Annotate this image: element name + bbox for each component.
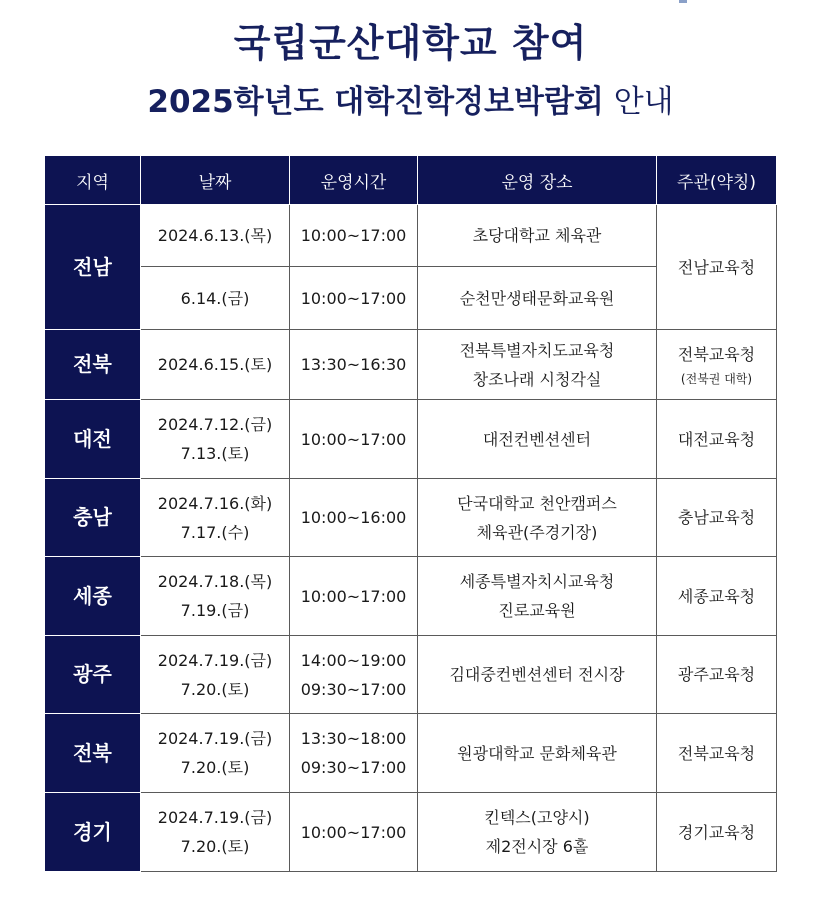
region-cell: 경기 [45, 793, 141, 872]
date-cell: 2024.6.15.(토) [141, 330, 290, 400]
venue-line: 킨텍스(고양시) [484, 808, 590, 827]
date-line: 2024.7.19.(금) [157, 650, 273, 670]
date-cell [141, 479, 290, 557]
date-line: 2024.7.12.(금) [157, 415, 273, 434]
venue-cell [418, 793, 657, 872]
venue-cell [418, 479, 657, 557]
venue-line: 세종특별자치시교육청 [459, 572, 615, 591]
date-line: 7.13.(토) [180, 444, 250, 463]
date-line: 2024.7.19.(금) [157, 808, 273, 827]
region-cell: 충남 [45, 479, 141, 557]
time-cell: 10:00~17:00 [290, 267, 418, 330]
host-cell [657, 330, 777, 400]
venue-cell: 초당대학교 체육관 [418, 205, 657, 267]
date-cell [141, 400, 290, 479]
date-line: 2024.7.16.(화) [157, 493, 273, 513]
host-name: 전북교육청 [677, 345, 756, 364]
time-cell: 13:30~16:30 [290, 330, 418, 400]
host-cell: 세종교육청 [657, 557, 777, 636]
time-line: 09:30~17:00 [300, 679, 407, 699]
table-header-row [45, 156, 777, 205]
host-cell: 대전교육청 [657, 400, 777, 479]
host-cell: 광주교육청 [657, 636, 777, 714]
venue-cell: 김대중컨벤션센터 전시장 [418, 636, 657, 714]
table-row [45, 330, 777, 400]
region-cell: 대전 [45, 400, 141, 479]
date-line: 7.20.(토) [180, 679, 250, 699]
venue-line: 단국대학교 천안캠퍼스 [457, 493, 617, 513]
date-line: 7.17.(수) [180, 522, 250, 542]
venue-cell [418, 330, 657, 400]
venue-cell: 원광대학교 문화체육관 [418, 714, 657, 793]
date-cell [141, 636, 290, 714]
date-line: 7.19.(금) [180, 601, 250, 620]
time-cell: 10:00~17:00 [290, 557, 418, 636]
time-cell: 10:00~17:00 [290, 793, 418, 872]
host-cell: 충남교육청 [657, 479, 777, 557]
time-line: 14:00~19:00 [300, 650, 407, 670]
page-subtitle [0, 76, 821, 121]
date-line: 2024.7.19.(금) [157, 729, 273, 748]
date-cell: 2024.6.13.(목) [141, 205, 290, 267]
header-region: 지역 [45, 156, 141, 205]
table-row [45, 205, 777, 267]
subtitle-suffix: 안내 [603, 84, 674, 120]
time-cell: 10:00~16:00 [290, 479, 418, 557]
date-cell: 6.14.(금) [141, 267, 290, 330]
region-cell: 전북 [45, 714, 141, 793]
region-cell: 세종 [45, 557, 141, 636]
table-row [45, 400, 777, 479]
date-cell [141, 714, 290, 793]
host-cell: 전남교육청 [657, 205, 777, 330]
venue-line: 체육관(주경기장) [476, 522, 598, 542]
time-line: 09:30~17:00 [300, 758, 407, 777]
venue-cell: 대전컨벤션센터 [418, 400, 657, 479]
host-cell: 전북교육청 [657, 714, 777, 793]
time-cell [290, 636, 418, 714]
venue-line: 진로교육원 [498, 601, 576, 620]
header-venue: 운영 장소 [418, 156, 657, 205]
date-cell [141, 557, 290, 636]
time-line: 13:30~18:00 [300, 729, 407, 748]
venue-cell: 순천만생태문화교육원 [418, 267, 657, 330]
venue-line: 창조나래 시청각실 [472, 369, 602, 389]
time-cell: 10:00~17:00 [290, 400, 418, 479]
subtitle-bold: 2025학년도 대학진학정보박람회 [147, 84, 604, 120]
table-row [45, 793, 777, 872]
region-cell: 전남 [45, 205, 141, 330]
host-note: (전북권 대학) [680, 372, 753, 386]
venue-line: 제2전시장 6홀 [485, 837, 589, 856]
date-line: 7.20.(토) [180, 758, 250, 777]
date-cell [141, 793, 290, 872]
time-cell [290, 714, 418, 793]
date-line: 2024.7.18.(목) [157, 572, 273, 591]
corner-mark [679, 0, 687, 3]
header-host: 주관(약칭) [657, 156, 777, 205]
header-date: 날짜 [141, 156, 290, 205]
table-row [45, 714, 777, 793]
page-title: 국립군산대학교 참여 [233, 21, 588, 65]
table-row [45, 636, 777, 714]
host-cell: 경기교육청 [657, 793, 777, 872]
table-row [45, 557, 777, 636]
time-cell: 10:00~17:00 [290, 205, 418, 267]
header-time: 운영시간 [290, 156, 418, 205]
region-cell: 전북 [45, 330, 141, 400]
table-row [45, 479, 777, 557]
venue-cell [418, 557, 657, 636]
region-cell: 광주 [45, 636, 141, 714]
date-line: 7.20.(토) [180, 837, 250, 856]
venue-line: 전북특별자치도교육청 [459, 340, 615, 360]
fair-schedule-table [44, 155, 777, 872]
